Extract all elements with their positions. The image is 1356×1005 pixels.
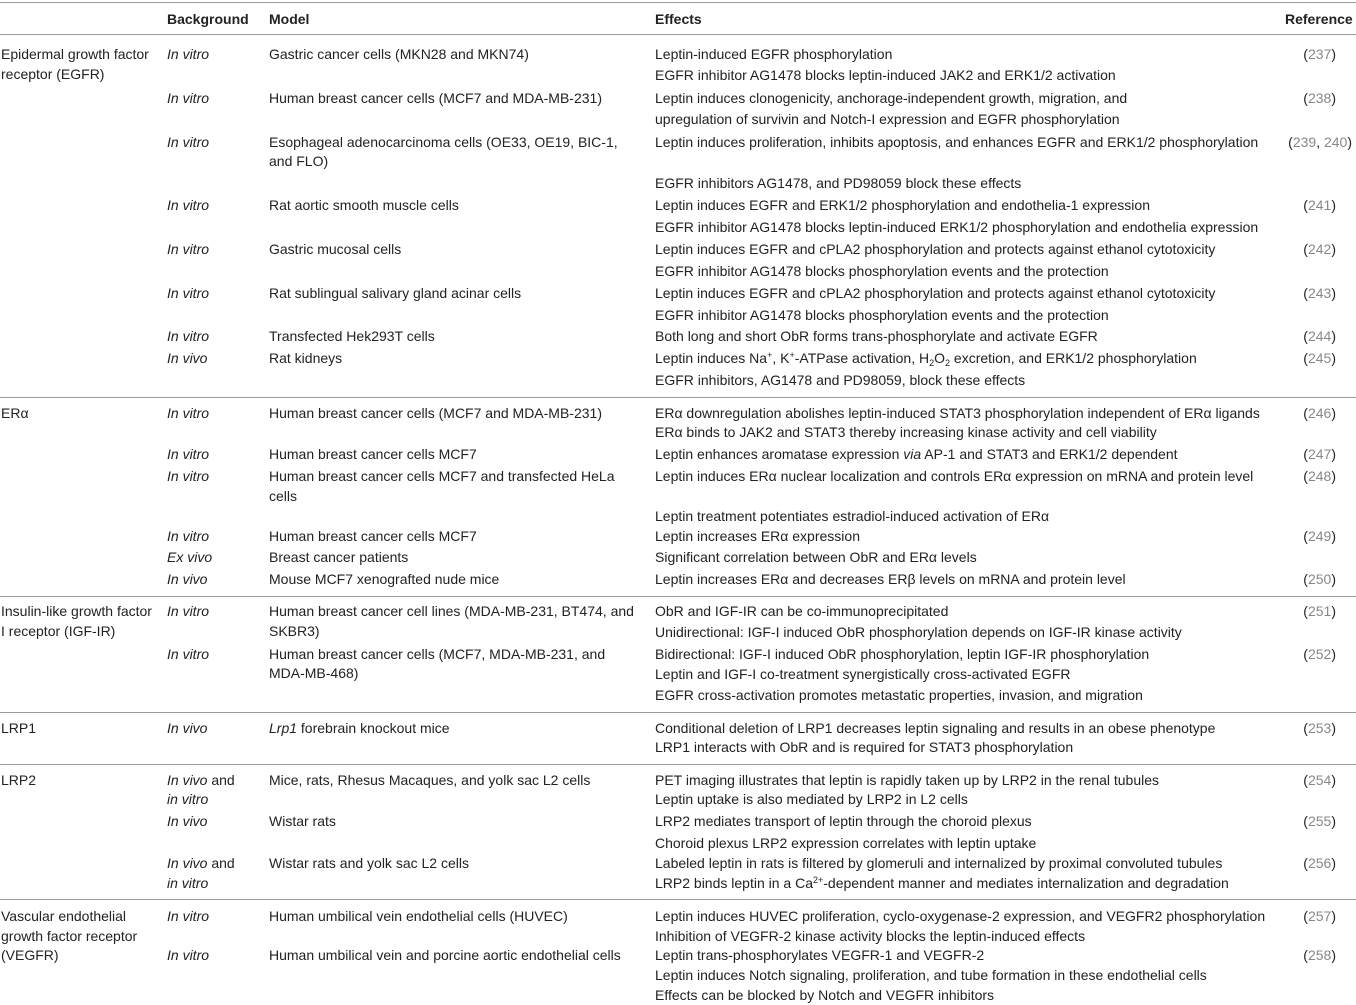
rule-group: [0, 764, 1356, 765]
reference-cell: (258): [1303, 947, 1336, 963]
rule-group: [0, 712, 1356, 713]
effect-line: Leptin induces clonogenicity, anchorage-independent growth, migration, and: [655, 90, 1128, 106]
reference-link[interactable]: 257: [1307, 908, 1332, 924]
effect-line: Leptin treatment potentiates estradiol-induced activation of ERα: [655, 508, 1050, 524]
model-cell: Human breast cancer cells MCF7 and transfected HeLa: [269, 468, 615, 484]
reference-link[interactable]: 250: [1307, 571, 1332, 587]
rule-header: [0, 34, 1356, 35]
reference-cell: (248): [1303, 468, 1336, 484]
background-text: and: [207, 855, 235, 871]
background-cell: In vitro: [167, 46, 210, 62]
model-cell: Mice, rats, Rhesus Macaques, and yolk sac L2 cells: [269, 772, 591, 788]
background-cell: In vivo: [167, 350, 208, 366]
effect-line: EGFR inhibitors AG1478, and PD98059 block these effects: [655, 175, 1022, 191]
background-cell: In vitro: [167, 908, 210, 924]
effect-line: Leptin induces Notch signaling, proliferation, and tube formation in these endothelial cells: [655, 967, 1207, 983]
model-cell: Human umbilical vein endothelial cells (HUVEC): [269, 908, 568, 924]
effect-text: LRP2 binds leptin in a Ca: [655, 875, 813, 891]
model-cell: Human breast cancer cells MCF7: [269, 446, 477, 462]
rule-group: [0, 899, 1356, 900]
effect-line: EGFR cross-activation promotes metastatic properties, invasion, and migration: [655, 687, 1143, 703]
effect-line: Labeled leptin in rats is filtered by glomeruli and internalized by proximal convoluted tubules: [655, 855, 1223, 871]
background-cell: [167, 770, 235, 790]
reference-cell: (252): [1303, 646, 1336, 662]
effect-line: Conditional deletion of LRP1 decreases leptin signaling and results in an obese phenotype: [655, 720, 1216, 736]
background-cell: Ex vivo: [167, 549, 213, 565]
effect-text: , K: [772, 350, 790, 366]
model-cell: Human breast cancer cells (MCF7 and MDA-MB-231): [269, 405, 602, 421]
background-cell: In vitro: [167, 241, 210, 257]
background-cell: [167, 853, 235, 873]
group-name: Insulin-like growth factor: [1, 603, 152, 619]
reference-link[interactable]: 254: [1307, 772, 1332, 788]
group-name: growth factor receptor: [1, 928, 138, 944]
effect-line: EGFR inhibitor AG1478 blocks phosphorylation events and the protection: [655, 263, 1109, 279]
model-cell: and FLO): [269, 153, 329, 169]
header-reference: Reference: [1285, 11, 1353, 27]
effect-text: O: [934, 350, 945, 366]
effect-line: EGFR inhibitor AG1478 blocks leptin-induced ERK1/2 phosphorylation and endothelia expression: [655, 219, 1259, 235]
reference-link[interactable]: 243: [1307, 285, 1332, 301]
rule-group: [0, 596, 1356, 597]
effect-line: Bidirectional: IGF-I induced ObR phosphorylation, leptin IGF-IR phosphorylation: [655, 646, 1150, 662]
effect-line: Significant correlation between ObR and ERα levels: [655, 549, 977, 565]
background-cell: In vitro: [167, 646, 210, 662]
background-text: In vivo: [167, 855, 208, 871]
subscript: 2: [945, 358, 951, 368]
effect-line: ERα downregulation abolishes leptin-induced STAT3 phosphorylation independent of ERα ligands: [655, 405, 1260, 421]
background-cell: In vitro: [167, 285, 210, 301]
reference-cell: (241): [1303, 197, 1336, 213]
effect-line: Leptin-induced EGFR phosphorylation: [655, 46, 893, 62]
reference-cell: (246): [1303, 405, 1336, 421]
background-cell: In vitro: [167, 328, 210, 344]
background-text: In vivo: [167, 772, 208, 788]
header-background: Background: [167, 11, 249, 27]
background-cell: In vitro: [167, 134, 210, 150]
effect-line: ERα binds to JAK2 and STAT3 thereby increasing kinase activity and cell viability: [655, 424, 1157, 440]
superscript: +: [789, 350, 795, 360]
background-cell: in vitro: [167, 875, 209, 891]
group-name: Vascular endothelial: [1, 908, 127, 924]
model-cell: Rat aortic smooth muscle cells: [269, 197, 459, 213]
reference-cell: (253): [1303, 720, 1336, 736]
model-cell: Breast cancer patients: [269, 549, 409, 565]
reference-cell: (242): [1303, 241, 1336, 257]
model-cell: Rat kidneys: [269, 350, 343, 366]
reference-link[interactable]: 255: [1307, 813, 1332, 829]
effect-line: Unidirectional: IGF-I induced ObR phosphorylation depends on IGF-IR kinase activity: [655, 624, 1182, 640]
model-cell: Human breast cancer cells (MCF7 and MDA-MB-231): [269, 90, 602, 106]
effect-line: Leptin increases ERα and decreases ERβ levels on mRNA and protein level: [655, 571, 1126, 587]
effect-line: [655, 348, 1197, 368]
reference-cell: (244): [1303, 328, 1336, 344]
reference-link[interactable]: 242: [1307, 241, 1332, 257]
background-cell: In vivo: [167, 813, 208, 829]
background-cell: In vitro: [167, 603, 210, 619]
effect-text: AP-1 and STAT3 and ERK1/2 dependent: [921, 446, 1178, 462]
effect-line: Inhibition of VEGFR-2 kinase activity blocks the leptin-induced effects: [655, 928, 1086, 944]
reference-link[interactable]: 252: [1307, 646, 1332, 662]
background-cell: In vitro: [167, 446, 210, 462]
model-cell: Human breast cancer cells MCF7: [269, 528, 477, 544]
effect-line: Choroid plexus LRP2 expression correlates with leptin uptake: [655, 835, 1037, 851]
model-text: Lrp1: [269, 720, 298, 736]
background-cell: In vitro: [167, 197, 210, 213]
model-cell: Wistar rats and yolk sac L2 cells: [269, 855, 469, 871]
reference-link[interactable]: 256: [1307, 855, 1332, 871]
group-name: ERα: [1, 405, 29, 421]
effect-line: [655, 444, 1178, 464]
model-cell: Rat sublingual salivary gland acinar cells: [269, 285, 522, 301]
background-text: and: [207, 772, 235, 788]
effect-line: Leptin induces ERα nuclear localization and controls ERα expression on mRNA and protein level: [655, 468, 1254, 484]
effect-line: Leptin induces EGFR and cPLA2 phosphorylation and protects against ethanol cytotoxicity: [655, 285, 1216, 301]
effect-line: LRP1 interacts with ObR and is required for STAT3 phosphorylation: [655, 739, 1074, 755]
effect-line: Leptin induces proliferation, inhibits apoptosis, and enhances EGFR and ERK1/2 phosphorylation: [655, 134, 1259, 150]
reference-link[interactable]: 246: [1307, 405, 1332, 421]
reference-cell: (257): [1303, 908, 1336, 924]
model-cell: Gastric cancer cells (MKN28 and MKN74): [269, 46, 529, 62]
reference-cell: (243): [1303, 285, 1336, 301]
effect-line: PET imaging illustrates that leptin is rapidly taken up by LRP2 in the renal tubules: [655, 772, 1160, 788]
effect-line: Leptin and IGF-I co-treatment synergistically cross-activated EGFR: [655, 666, 1071, 682]
effect-line: Leptin induces HUVEC proliferation, cyclo-oxygenase-2 expression, and VEGFR2 phosphorylation: [655, 908, 1266, 924]
reference-link[interactable]: 249: [1307, 528, 1332, 544]
background-cell: In vitro: [167, 468, 210, 484]
effect-line: EGFR inhibitor AG1478 blocks phosphorylation events and the protection: [655, 307, 1109, 323]
effect-line: Effects can be blocked by Notch and VEGFR inhibitors: [655, 987, 995, 1003]
group-name: receptor (EGFR): [1, 66, 105, 82]
reference-cell: (255): [1303, 813, 1336, 829]
reference-cell: (256): [1303, 855, 1336, 871]
effect-text: excretion, and ERK1/2 phosphorylation: [950, 350, 1197, 366]
model-cell: Wistar rats: [269, 813, 336, 829]
background-cell: In vitro: [167, 528, 210, 544]
reference-cell: (251): [1303, 603, 1336, 619]
effect-text: Leptin enhances aromatase expression: [655, 446, 904, 462]
effect-line: LRP2 mediates transport of leptin through the choroid plexus: [655, 813, 1032, 829]
effect-line: EGFR inhibitors, AG1478 and PD98059, block these effects: [655, 372, 1026, 388]
model-text: forebrain knockout mice: [297, 720, 450, 736]
subscript: 2: [929, 358, 935, 368]
reference-cell: (250): [1303, 571, 1336, 587]
reference-cell: (239, 240): [1288, 134, 1352, 150]
rule-top: [0, 2, 1356, 3]
effect-text: via: [903, 446, 922, 462]
effect-text: -dependent manner and mediates internalization and degradation: [823, 875, 1229, 891]
reference-link[interactable]: 239: [1292, 134, 1317, 150]
model-cell: Mouse MCF7 xenografted nude mice: [269, 571, 500, 587]
effect-line: upregulation of survivin and Notch-I expression and EGFR phosphorylation: [655, 111, 1120, 127]
background-cell: in vitro: [167, 791, 209, 807]
group-name: LRP1: [1, 720, 37, 736]
effect-line: EGFR inhibitor AG1478 blocks leptin-induced JAK2 and ERK1/2 activation: [655, 67, 1116, 83]
background-cell: In vivo: [167, 571, 208, 587]
background-cell: In vitro: [167, 947, 210, 963]
header-effects: Effects: [655, 11, 702, 27]
model-cell: MDA-MB-468): [269, 665, 359, 681]
reference-link[interactable]: 238: [1307, 90, 1332, 106]
model-cell: Human breast cancer cell lines (MDA-MB-231, BT474, and: [269, 603, 634, 619]
group-name: LRP2: [1, 772, 37, 788]
reference-link[interactable]: 251: [1307, 603, 1332, 619]
superscript: +: [767, 350, 773, 360]
group-name: I receptor (IGF-IR): [1, 623, 116, 639]
effect-line: Leptin induces EGFR and cPLA2 phosphorylation and protects against ethanol cytotoxicity: [655, 241, 1216, 257]
model-cell: SKBR3): [269, 623, 320, 639]
group-name: Epidermal growth factor: [1, 46, 149, 62]
background-cell: In vitro: [167, 90, 210, 106]
background-cell: In vitro: [167, 405, 210, 421]
model-cell: Human breast cancer cells (MCF7, MDA-MB-231, and: [269, 646, 606, 662]
reference-link[interactable]: 244: [1307, 328, 1332, 344]
reference-link[interactable]: 240: [1323, 134, 1348, 150]
effect-line: Leptin trans-phosphorylates VEGFR-1 and VEGFR-2: [655, 947, 985, 963]
reference-cell: (247): [1303, 446, 1336, 462]
reference-link[interactable]: 237: [1307, 46, 1332, 62]
reference-link[interactable]: 247: [1307, 446, 1332, 462]
header-model: Model: [269, 11, 310, 27]
effect-line: Leptin increases ERα expression: [655, 528, 860, 544]
reference-cell: (249): [1303, 528, 1336, 544]
reference-cell: (245): [1303, 350, 1336, 366]
reference-link[interactable]: 245: [1307, 350, 1332, 366]
model-cell: Transfected Hek293T cells: [269, 328, 435, 344]
effect-line: Leptin induces EGFR and ERK1/2 phosphorylation and endothelia-1 expression: [655, 197, 1150, 213]
reference-link[interactable]: 258: [1307, 947, 1332, 963]
background-cell: In vivo: [167, 720, 208, 736]
model-cell: Human umbilical vein and porcine aortic endothelial cells: [269, 947, 621, 963]
effect-text: -ATPase activation, H: [794, 350, 930, 366]
reference-cell: (237): [1303, 46, 1336, 62]
effect-text: Leptin induces Na: [655, 350, 768, 366]
reference-link[interactable]: 241: [1307, 197, 1332, 213]
model-cell: Gastric mucosal cells: [269, 241, 402, 257]
model-cell: [269, 718, 450, 738]
rule-group: [0, 397, 1356, 398]
effect-line: ObR and IGF-IR can be co-immunoprecipitated: [655, 603, 949, 619]
reference-link[interactable]: 253: [1307, 720, 1332, 736]
effect-line: Both long and short ObR forms trans-phosphorylate and activate EGFR: [655, 328, 1098, 344]
group-name: (VEGFR): [1, 947, 59, 963]
model-cell: Esophageal adenocarcinoma cells (OE33, OE19, BIC-1,: [269, 134, 618, 150]
reference-cell: (238): [1303, 90, 1336, 106]
reference-link[interactable]: 248: [1307, 468, 1332, 484]
effect-line: Leptin uptake is also mediated by LRP2 in L2 cells: [655, 791, 968, 807]
reference-cell: (254): [1303, 772, 1336, 788]
model-cell: cells: [269, 488, 298, 504]
effect-line: [655, 873, 1229, 893]
superscript: 2+: [813, 875, 824, 885]
